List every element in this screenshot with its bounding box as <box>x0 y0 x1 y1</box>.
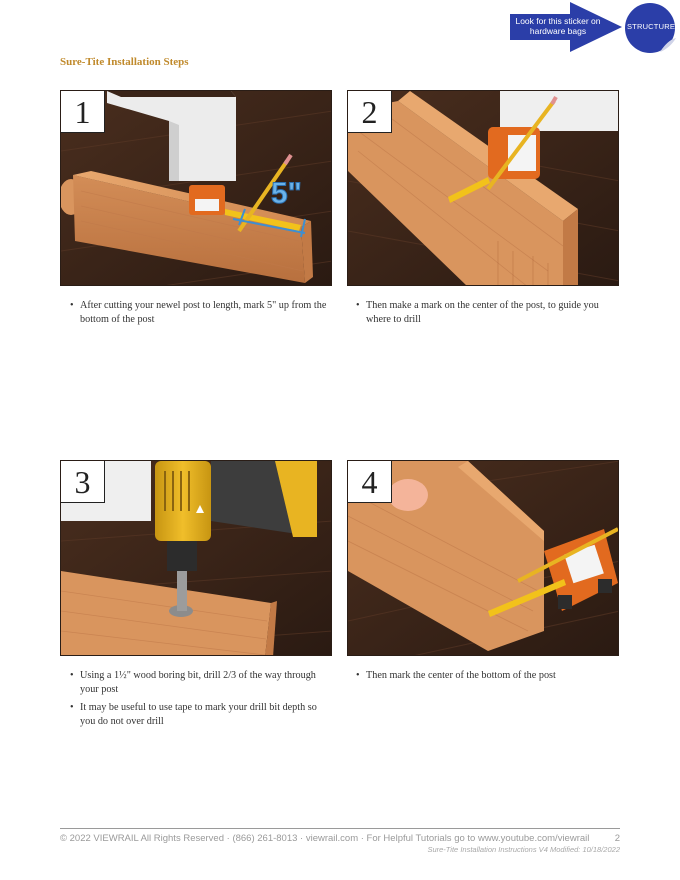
footer-divider <box>60 828 620 829</box>
step-2-image <box>347 90 619 286</box>
step-1-instructions <box>68 299 330 331</box>
page-number: 2 <box>614 833 620 844</box>
bullet-point: • <box>70 300 74 311</box>
step-3-number: 3 <box>61 461 105 503</box>
list-item: • Then mark the center of the bottom of the post <box>356 670 556 681</box>
step-4-number: 4 <box>348 461 392 503</box>
step-3-instructions <box>68 669 330 733</box>
footer <box>60 833 620 844</box>
footer-copyright: © 2022 VIEWRAIL All Rights Reserved · (866) 261-8013 · viewrail.com · For Helpful Tutorials go to www.youtube.com/viewrail <box>60 833 590 844</box>
bullet-point: • <box>356 670 360 681</box>
bullet-point: • <box>70 702 74 713</box>
step-1-number: 1 <box>61 91 105 133</box>
step-2-number: 2 <box>348 91 392 133</box>
list-item: • It may be useful to use tape to mark your drill bit depth so you do not over drill <box>70 702 317 727</box>
bullet-point: • <box>356 300 360 311</box>
step-4-image <box>347 460 619 656</box>
step-4-instructions <box>354 669 616 687</box>
list-item: • Using a 1½" wood boring bit, drill 2/3 of the way through your post <box>70 670 316 695</box>
step-1-image <box>60 90 332 286</box>
sticker-note: Look for this sticker on hardware bags <box>515 16 601 36</box>
structure-sticker-label: STRUCTURE <box>626 22 676 31</box>
step-2-instructions <box>354 299 616 331</box>
bullet-point: • <box>70 670 74 681</box>
measurement-label: 5" <box>271 177 302 210</box>
footer-document-info: Sure-Tite Installation Instructions V4 Modified: 10/18/2022 <box>427 845 620 854</box>
step-3-image <box>60 460 332 656</box>
list-item: • Then make a mark on the center of the post, to guide you where to drill <box>356 300 599 325</box>
list-item: • After cutting your newel post to length, mark 5" up from the bottom of the post <box>70 300 327 325</box>
section-title: Sure-Tite Installation Steps <box>60 56 189 68</box>
